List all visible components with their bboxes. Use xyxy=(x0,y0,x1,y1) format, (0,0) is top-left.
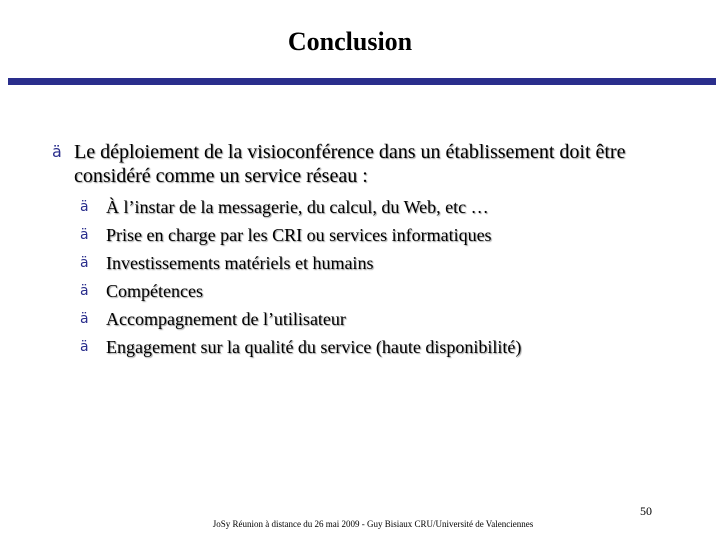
slide-footer: JoSy Réunion à distance du 26 mai 2009 - Guy Bisiaux CRU/Université de Valenciennes xyxy=(212,519,534,529)
bullet-icon: ä xyxy=(80,339,89,355)
sub-point-text: Engagement sur la qualité du service (haute disponibilité) xyxy=(106,337,522,357)
sub-point-text: Prise en charge par les CRI ou services informatiques xyxy=(106,225,492,245)
bullet-icon: ä xyxy=(80,227,89,243)
sub-point xyxy=(80,279,666,307)
bullet-icon: ä xyxy=(80,199,89,215)
sub-point-text: Investissements matériels et humains xyxy=(106,253,374,273)
bullet-icon: ä xyxy=(80,311,89,327)
sub-point xyxy=(80,195,666,223)
sub-point-text: À l’instar de la messagerie, du calcul, du Web, etc … xyxy=(106,197,489,217)
bullet-icon: ä xyxy=(80,255,89,271)
sub-point xyxy=(80,223,666,251)
sub-point xyxy=(80,251,666,279)
main-point-text: Le déploiement de la visioconférence dans un établissement doit être considéré comme un service réseau : xyxy=(74,141,626,187)
sub-point xyxy=(80,307,666,335)
sub-point xyxy=(80,335,666,363)
sub-point-text: Accompagnement de l’utilisateur xyxy=(106,309,346,329)
main-point xyxy=(52,140,664,188)
sub-point-text: Compétences xyxy=(106,281,203,301)
page-number: 50 xyxy=(640,504,652,518)
slide-title: Conclusion xyxy=(287,27,413,56)
bullet-icon: ä xyxy=(80,283,89,299)
bullet-icon: ä xyxy=(52,142,62,161)
sub-point-list xyxy=(80,195,666,363)
